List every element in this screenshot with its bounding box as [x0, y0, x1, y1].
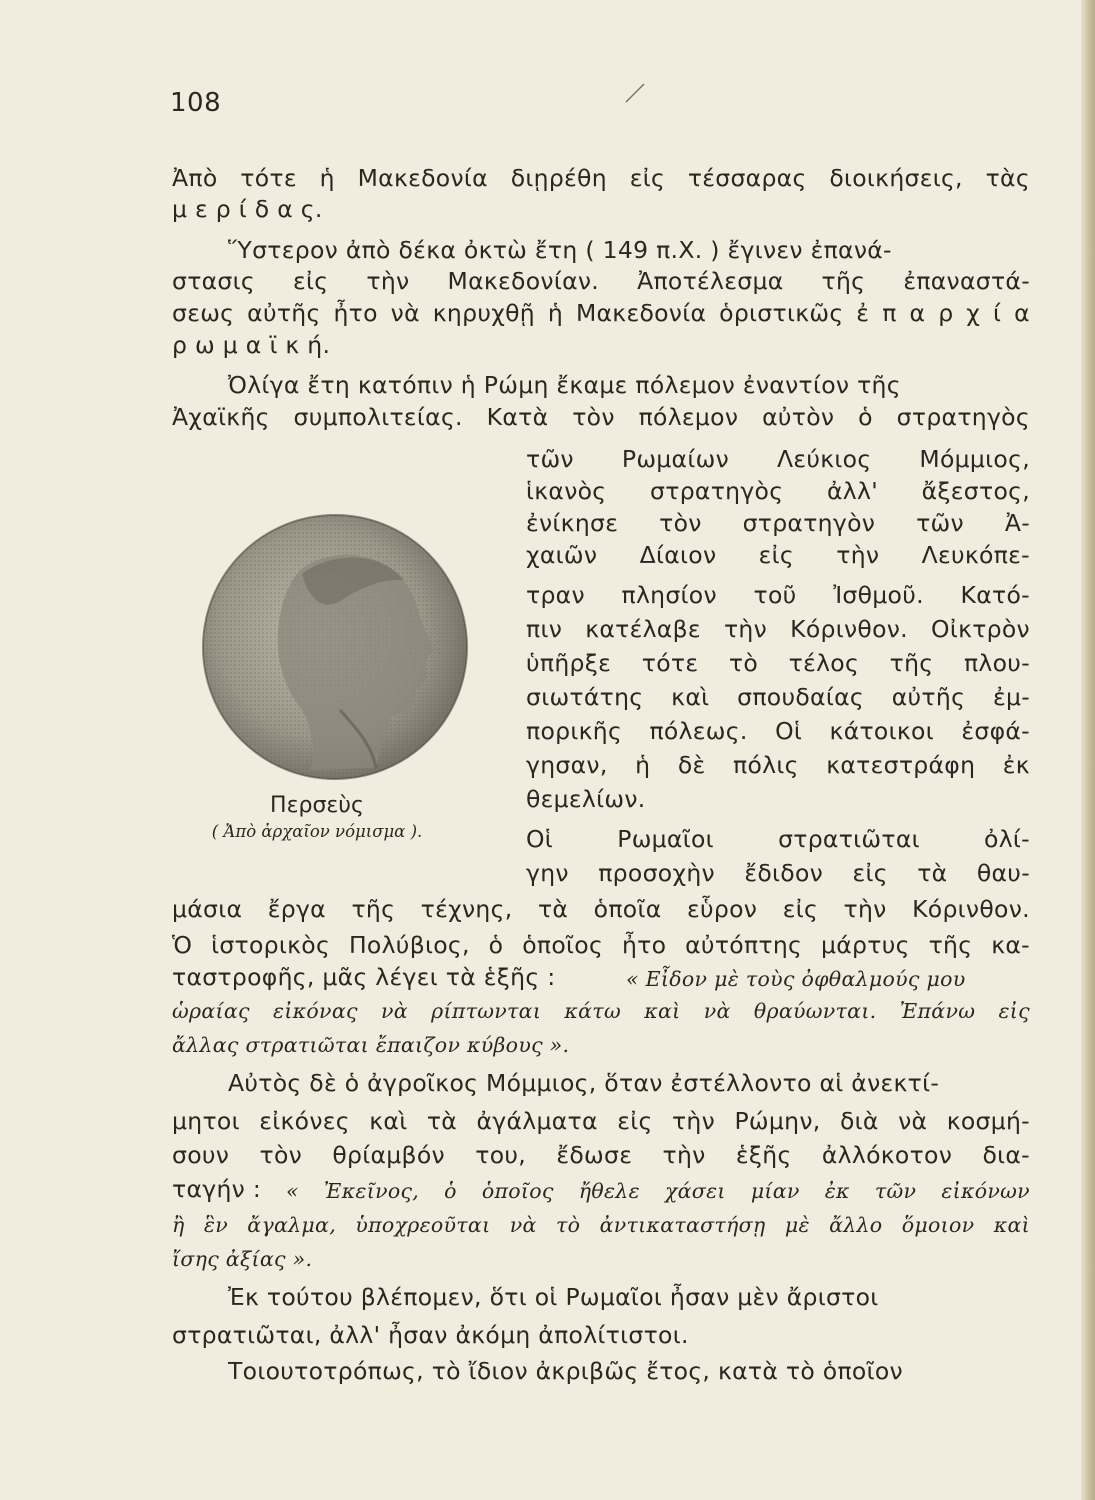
text-line: ἱκανὸς στρατηγὸς ἀλλ' ἄξεστος,	[526, 477, 1030, 505]
text-line: ὑπῆρξε τότε τὸ τέλος τῆς πλου-	[526, 649, 1030, 677]
text-line: σιωτάτης καὶ σπουδαίας αὐτῆς ἐμ-	[526, 683, 1030, 711]
text-line: χαιῶν Δίαιον εἰς τὴν Λευκόπε-	[526, 541, 1030, 569]
text-line: τραν πλησίον τοῦ Ἰσθμοῦ. Κατό-	[526, 581, 1030, 609]
text-line: θεμελίων.	[526, 785, 646, 813]
page-edge	[1081, 0, 1095, 1500]
text-line: πορικῆς πόλεως. Οἱ κάτοικοι ἐσφά-	[526, 717, 1030, 745]
text-line: « Εἶδον μὲ τοὺς ὀφθαλμούς μου	[626, 967, 966, 991]
text-line: Αὐτὸς δὲ ὁ ἀγροῖκος Μόμμιος, ὅταν ἐστέλλοντο αἱ ἀνεκτί-	[228, 1069, 940, 1097]
text-line: ἄλλας στρατιῶται ἔπαιζον κύβους ».	[172, 1033, 570, 1057]
text-line: ρ ω μ α ϊ κ ή.	[172, 331, 331, 359]
figure-caption-source: ( Ἀπὸ ἀρχαῖον νόμισμα ).	[211, 822, 423, 841]
text-line: ταγήν :	[172, 1175, 262, 1203]
text-line: μ ε ρ ί δ α ς.	[172, 195, 323, 223]
text-line: ὡραίας εἰκόνας νὰ ρίπτωνται κάτω καὶ νὰ θραύωνται. Ἐπάνω εἰς	[172, 999, 1030, 1023]
text-line: « Ἐκεῖνος, ὁ ὁποῖος ἤθελε χάσει μίαν ἐκ τῶν εἰκόνων	[286, 1179, 1030, 1203]
text-line: Ὕστερον ἀπὸ δέκα ὀκτὼ ἔτη ( 149 π.Χ. ) ἔγινεν ἐπανά-	[228, 236, 892, 264]
text-line: μητοι εἰκόνες καὶ τὰ ἀγάλματα εἰς τὴν Ρώμην, διὰ νὰ κοσμή-	[172, 1107, 1030, 1135]
text-line: ἢ ἓν ἄγαλμα, ὑποχρεοῦται νὰ τὸ ἀντικαταστήσῃ μὲ ἄλλο ὅμοιον καὶ	[172, 1213, 1030, 1237]
text-line: στρατιῶται, ἀλλ' ἦσαν ἀκόμη ἀπολίτιστοι.	[172, 1321, 689, 1349]
pencil-tick-icon	[624, 82, 646, 104]
text-line: ἐνίκησε τὸν στρατηγὸν τῶν Ἀ-	[526, 509, 1030, 537]
text-line: Ἐκ τούτου βλέπομεν, ὅτι οἱ Ρωμαῖοι ἦσαν μὲν ἄριστοι	[228, 1283, 879, 1311]
text-line: τῶν Ρωμαίων Λεύκιος Μόμμιος,	[526, 445, 1030, 473]
text-line: γησαν, ἡ δὲ πόλις κατεστράφη ἐκ	[526, 751, 1030, 779]
text-line: μάσια ἔργα τῆς τέχνης, τὰ ὁποῖα εὗρον εἰς τὴν Κόρινθον.	[172, 895, 1030, 923]
text-line: πιν κατέλαβε τὴν Κόρινθον. Οἰκτρὸν	[526, 615, 1030, 643]
text-line: Ὀλίγα ἔτη κατόπιν ἡ Ρώμη ἔκαμε πόλεμον ἐναντίον τῆς	[228, 371, 901, 399]
figure-caption-name: Περσεὺς	[270, 793, 364, 818]
text-line: Ἀπὸ τότε ἡ Μακεδονία διῃρέθη εἰς τέσσαρας διοικήσεις, τὰς	[172, 164, 1030, 192]
text-line: σουν τὸν θρίαμβόν του, ἔδωσε τὴν ἑξῆς ἀλλόκοτον δια-	[172, 1141, 1030, 1169]
text-line: ἴσης ἀξίας ».	[172, 1247, 313, 1271]
text-line: Ἀχαϊκῆς συμπολιτείας. Κατὰ τὸν πόλεμον αὐτὸν ὁ στρατηγὸς	[172, 403, 1030, 431]
text-line: σεως αὐτῆς ἦτο νὰ κηρυχθῇ ἡ Μακεδονία ὁριστικῶς ἐ π α ρ χ ί α	[172, 299, 1030, 327]
text-line: στασις εἰς τὴν Μακεδονίαν. Ἀποτέλεσμα τῆς ἐπαναστά-	[172, 267, 1030, 295]
text-line: ταστροφῆς, μᾶς λέγει τὰ ἑξῆς :	[172, 963, 556, 991]
coin-portrait-icon	[190, 500, 480, 790]
text-line: Οἱ Ρωμαῖοι στρατιῶται ὀλί-	[526, 825, 1030, 853]
text-line: Ὁ ἱστορικὸς Πολύβιος, ὁ ὁποῖος ἦτο αὐτόπτης μάρτυς τῆς κα-	[172, 931, 1030, 959]
text-line: Τοιουτοτρόπως, τὸ ἴδιον ἀκριβῶς ἔτος, κατὰ τὸ ὁποῖον	[228, 1357, 903, 1385]
page-number: 108	[170, 88, 222, 118]
text-line: γην προσοχὴν ἔδιδον εἰς τὰ θαυ-	[526, 859, 1030, 887]
